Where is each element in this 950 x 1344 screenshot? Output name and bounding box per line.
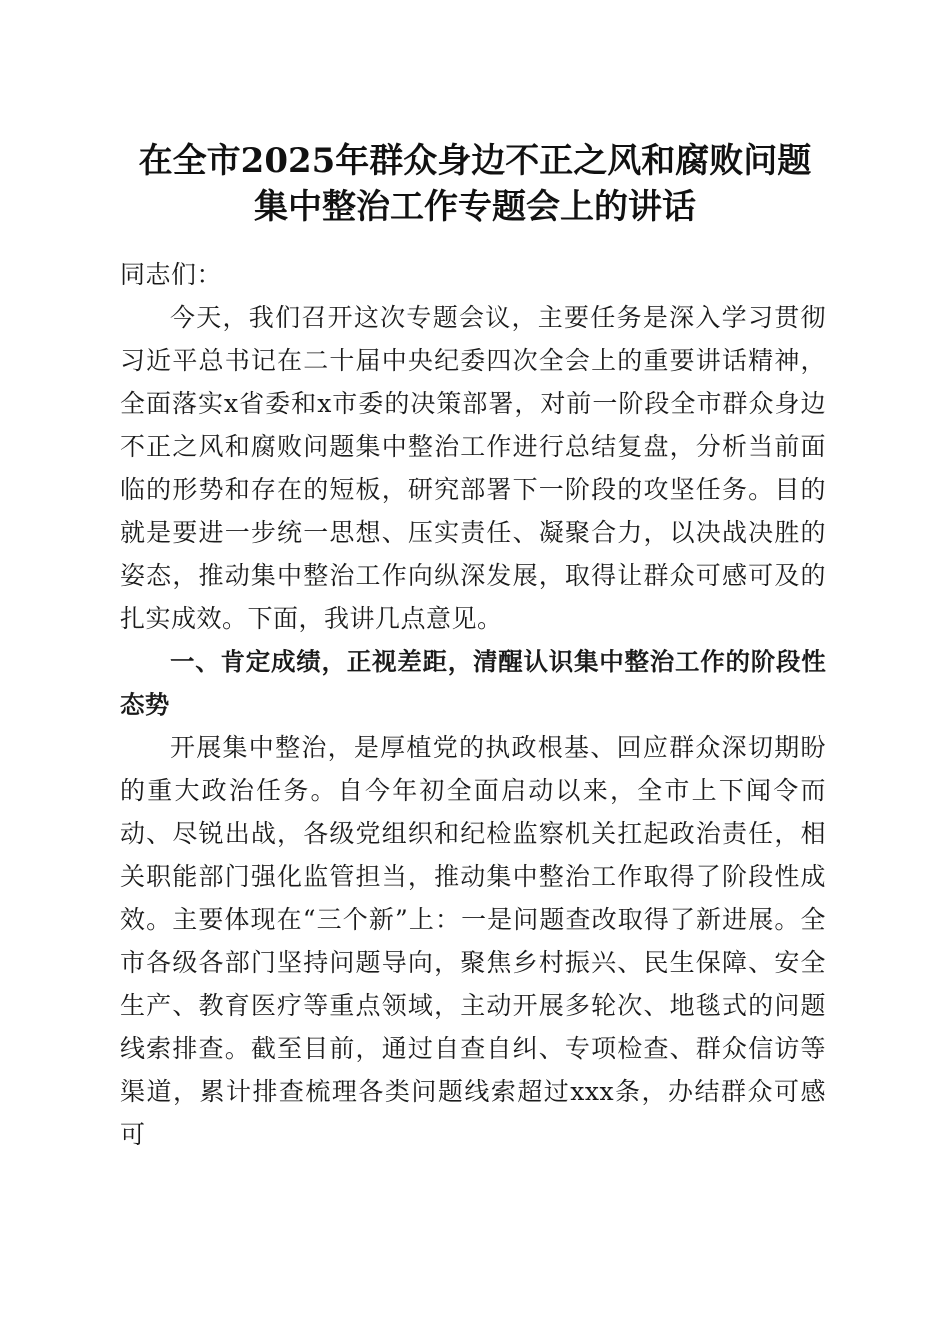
paragraph-intro: 今天，我们召开这次专题会议，主要任务是深入学习贯彻习近平总书记在二十届中央纪委四次全会上的重要讲话精神，全面落实x省委和x市委的决策部署，对前一阶段全市群众身边不正之风和腐败问题集中整治工作进行总结复盘，分析当前面临的形势和存在的短板，研究部署下一阶段的攻坚任务。目的就是要进一步统一思想、压实责任、凝聚合力，以决战决胜的姿态，推动集中整治工作向纵深发展，取得让群众可感可及的扎实成效。下面，我讲几点意见。 [120,303,826,633]
document-title-line-2: 集中整治工作专题会上的讲话 [254,187,696,227]
salutation: 同志们： [120,260,223,289]
document-body [120,253,826,1156]
paragraph-section-1: 开展集中整治，是厚植党的执政根基、回应群众深切期盼的重大政治任务。自今年初全面启动以来，全市上下闻令而动、尽锐出战，各级党组织和纪检监察机关扛起政治责任，相关职能部门强化监管担当，推动集中整治工作取得了阶段性成效。主要体现在“三个新”上：一是问题查改取得了新进展。全市各级各部门坚持问题导向，聚焦乡村振兴、民生保障、安全生产、教育医疗等重点领域，主动开展多轮次、地毯式的问题线索排查。截至目前，通过自查自纠、专项检查、群众信访等渠道，累计排查梳理各类问题线索超过xxx条，办结群众可感可 [120,733,826,1149]
section-heading-1: 一、肯定成绩，正视差距，清醒认识集中整治工作的阶段性态势 [120,647,826,719]
document-title-line-1: 在全市2025年群众身边不正之风和腐败问题 [138,141,812,181]
